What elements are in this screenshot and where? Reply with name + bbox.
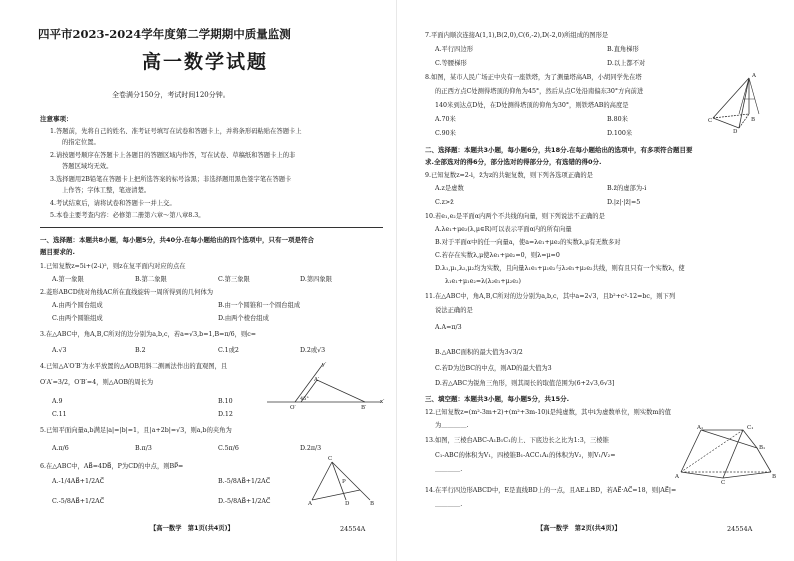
fig13-label-a1: A₁	[697, 425, 704, 431]
page-2	[397, 0, 794, 561]
q10-option-a: A.λe₁+μe₂(λ,μ∈R)可以表示平面α内的所有向量	[435, 226, 572, 233]
fig8-label-a: A	[752, 73, 756, 79]
section-3-heading: 三、填空题：本题共3小题，每小题5分，共15分.	[425, 395, 570, 403]
question-12-cont: 为＿＿＿＿.	[435, 422, 469, 429]
q4-option-b: B.10	[218, 398, 233, 405]
fig13-label-a: A	[675, 474, 679, 480]
q5-option-d: D.2π/3	[300, 445, 322, 452]
q7-option-c: C.等腰梯形	[435, 60, 467, 67]
question-4-cont: O′A′=3/2，O′B′=4，则△AOB的周长为	[40, 379, 154, 386]
fig8-label-c: C	[708, 118, 713, 124]
fig4-label-y: y′	[322, 362, 327, 368]
q5-option-a: A.π/6	[52, 445, 69, 452]
question-6: 6.在△ABC中，AB⃗=4DB⃗，P为CD的中点，则BP⃗=	[40, 463, 184, 470]
q3-option-d: D.2或√3	[300, 347, 326, 354]
q11-option-a: A.A=π/3	[435, 324, 462, 331]
q11-option-b: B.△ABC面积的最大值为3√3/2	[435, 349, 523, 356]
section-2-heading: 二、选择题：本题共3小题，每小题6分，共18分.在每小题给出的选项中，有多项符合题目要	[425, 146, 693, 154]
question-5: 5.已知平面向量a,b满足|a|=|b|=1，且|a+2b|=√3，则a,b的夹角为	[40, 427, 232, 434]
question-8-cont: 的正西方点C处测得塔顶的仰角为45°，然后从点C处沿南偏东30°方向前进	[435, 88, 644, 95]
q7-option-d: D.以上都不对	[607, 60, 646, 67]
fig8-label-b: B	[751, 117, 756, 123]
figure-q8-tower	[709, 74, 779, 132]
q11-option-d: D.若△ABC为锐角三角形，则其周长的取值范围为(6+2√3,6√3]	[435, 380, 615, 387]
fig4-label-b: B′	[361, 405, 367, 411]
q2-option-d: D.由两个棱台组成	[218, 315, 269, 322]
paper-code: 24554A	[340, 525, 366, 533]
page-footer: 【高一数学 第2页(共4页)】	[537, 525, 621, 532]
notes-title: 注意事项：	[40, 115, 73, 123]
fig4-label-x: x′	[380, 399, 385, 405]
q6-option-b: B.-5/8AB⃗+1/2AC⃗	[218, 478, 271, 485]
q7-option-a: A.平行四边形	[435, 46, 474, 53]
section-2-heading-cont: 求.全部选对的得6分，部分选对的得部分分，有选错的得0分.	[425, 158, 602, 166]
question-1: 1.已知复数z=5i+(2-i)²，则z在复平面内对应的点在	[40, 263, 186, 270]
q2-option-c: C.由两个圆锥组成	[52, 315, 103, 322]
fig4-angle: 45°	[300, 396, 309, 402]
q6-option-d: D.-5/8AB⃗+1/2AC⃗	[218, 498, 271, 505]
question-3: 3.在△ABC中，角A,B,C所对的边分别为a,b,c，若a=√3,b=1,B=π/6，则c=	[40, 331, 257, 338]
question-4: 4.已知△A′O′B′为水平放置的△AOB用斜二测画法作出的直观图，且	[40, 363, 228, 370]
score-info: 全卷满分150分，考试时间120分钟。	[112, 91, 230, 99]
q8-option-b: B.80米	[607, 116, 628, 123]
fig13-label-c: C	[721, 480, 726, 486]
question-13: 13.如图，三棱台ABC-A₁B₁C₁的上、下底边长之比为1:3，三棱锥	[425, 437, 609, 444]
exam-title: 四平市2023-2024学年度第二学期期中质量监测	[38, 27, 291, 41]
fig6-label-b: B	[370, 501, 375, 507]
fig4-label-a: A′	[314, 377, 320, 383]
question-13-cont: ＿＿＿＿.	[435, 466, 463, 473]
q3-option-c: C.1或2	[218, 347, 239, 354]
fig13-label-b1: B₁	[759, 445, 766, 451]
question-9: 9.已知复数z=2-i，z̄为z的共轭复数，则下列各选项正确的是	[425, 172, 593, 179]
fig8-label-d: D	[733, 129, 738, 135]
question-7: 7.平面内顺次连接A(1,1),B(2,0),C(6,-2),D(-2,0)所组成的图形是	[425, 32, 609, 39]
q9-option-b: B.z̄的虚部为-i	[607, 185, 647, 192]
note-line: 2.请按题号顺序在答题卡上各题目的答题区域内作答，写在试卷、草稿纸和答题卡上的非	[50, 152, 296, 159]
question-12: 12.已知复数z=(m²-3m+2)+(m²+3m-10)i是纯虚数，其中i为虚数单位，则实数m的值	[425, 409, 672, 416]
note-line: 上作答；字体工整，笔迹清楚。	[62, 187, 151, 194]
section-1-heading: 一、选择题：本题共8小题，每小题5分，共40分.在每小题给出的四个选项中，只有一项是符合	[40, 236, 315, 244]
q8-option-a: A.70米	[435, 116, 456, 123]
question-14: 14.在平行四边形ABCD中，E是直线BD上的一点，且AE⊥BD，若AE⃗·AC⃗=18，则|AE⃗|=	[425, 487, 677, 494]
q10-option-d: D.λ₁,μ₁,λ₂,μ₂均为实数，且向量λ₁e₁+μ₁e₂与λ₂e₁+μ₂e₂共线，则有且只有一个实数λ，使	[435, 265, 685, 272]
q10-option-b: B.对于平面α中的任一向量a，使a=λe₁+μe₂的实数λ,μ有无数多对	[435, 239, 621, 246]
q10-option-c: C.若存在实数λ,μ使λe₁+μe₂=0，则λ=μ=0	[435, 252, 560, 259]
q9-option-a: A.z是虚数	[435, 185, 464, 192]
question-8: 8.如图，某市人民广场正中央有一座铁塔，为了测量塔高AB，小胡同学先在塔	[425, 74, 642, 81]
question-11-cont: 说法正确的是	[435, 307, 473, 314]
q2-option-b: B.由一个圆锥和一个圆台组成	[218, 302, 301, 309]
note-line: 答题区域均无效。	[62, 163, 113, 170]
q7-option-b: B.直角梯形	[607, 46, 639, 53]
note-line: 1.答题前，先将自己的姓名、准考证号填写在试卷和答题卡上，并将条形码粘贴在答题卡上	[50, 128, 302, 135]
figure-q13-frustum	[677, 424, 777, 482]
fig13-label-c1: C₁	[747, 425, 754, 431]
rule	[40, 227, 383, 228]
fig6-label-c: C	[328, 456, 333, 462]
q1-option-d: D.第四象限	[300, 276, 333, 283]
q4-option-c: C.11	[52, 411, 67, 418]
q3-option-a: A.√3	[52, 347, 67, 354]
question-8-cont: 140米到达点D处，在D处测得塔顶的仰角为30°，则铁塔AB的高度是	[435, 102, 629, 109]
q6-option-c: C.-5/8AB⃗+1/2AC⃗	[52, 498, 105, 505]
question-10: 10.若e₁,e₂是平面α内两个不共线的向量，则下列说法不正确的是	[425, 213, 605, 220]
q10-option-d-cont: λ₁e₁+μ₁e₂=λ(λ₂e₁+μ₂e₂)	[445, 278, 521, 285]
question-14-cont: ＿＿＿＿.	[435, 501, 463, 508]
page-footer: 【高一数学 第1页(共4页)】	[150, 525, 234, 532]
q2-option-a: A.由两个圆台组成	[52, 302, 103, 309]
q4-option-a: A.9	[52, 398, 63, 405]
q6-option-a: A.-1/4AB⃗+1/2AC⃗	[52, 478, 105, 485]
fig6-label-d: D	[345, 501, 350, 507]
q1-option-a: A.第一象限	[52, 276, 84, 283]
fig4-label-o: O′	[290, 405, 296, 411]
note-line: 4.考试结束后，请将试卷和答题卡一并上交。	[50, 200, 176, 207]
q5-option-c: C.5π/6	[218, 445, 239, 452]
q1-option-c: C.第三象限	[218, 276, 250, 283]
q11-option-c: C.若D为边BC的中点，则AD的最大值为3	[435, 365, 552, 372]
q9-option-d: D.|z|·|z̄|=5	[607, 199, 641, 206]
paper-code: 24554A	[727, 525, 753, 533]
q8-option-d: D.100米	[607, 130, 633, 137]
q5-option-b: B.π/3	[135, 445, 152, 452]
q8-option-c: C.90米	[435, 130, 456, 137]
q9-option-c: C.z>z̄	[435, 199, 454, 206]
question-2: 2.菱形ABCD绕对角线AC所在直线旋转一周所得到的几何体为	[40, 289, 214, 296]
note-line: 的指定位置。	[62, 139, 100, 146]
q3-option-b: B.2	[135, 347, 146, 354]
fig6-label-a: A	[308, 501, 312, 507]
section-1-heading-cont: 题目要求的.	[40, 248, 75, 256]
subject-title: 高一数学试题	[142, 51, 269, 73]
fig6-label-p: P	[342, 479, 346, 485]
q1-option-b: B.第二象限	[135, 276, 167, 283]
note-line: 5.本卷主要考查内容：必修第二册第六章～第八章8.3。	[50, 212, 205, 219]
q4-option-d: D.12	[218, 411, 233, 418]
question-13-cont: C₁-ABC的体积为V₁，四棱锥B₁-ACC₁A₁的体积为V₂，则V₁/V₂=	[435, 452, 616, 459]
fig13-label-b: B	[772, 474, 777, 480]
question-11: 11.在△ABC中，角A,B,C所对的边分别为a,b,c，其中a=2√3，且b²+c²-12=bc，则下列	[425, 293, 676, 300]
figure-q4-oblique	[265, 362, 385, 412]
note-line: 3.选择题用2B铅笔在答题卡上把所选答案的标号涂黑；非选择题用黑色签字笔在答题卡	[50, 176, 292, 183]
